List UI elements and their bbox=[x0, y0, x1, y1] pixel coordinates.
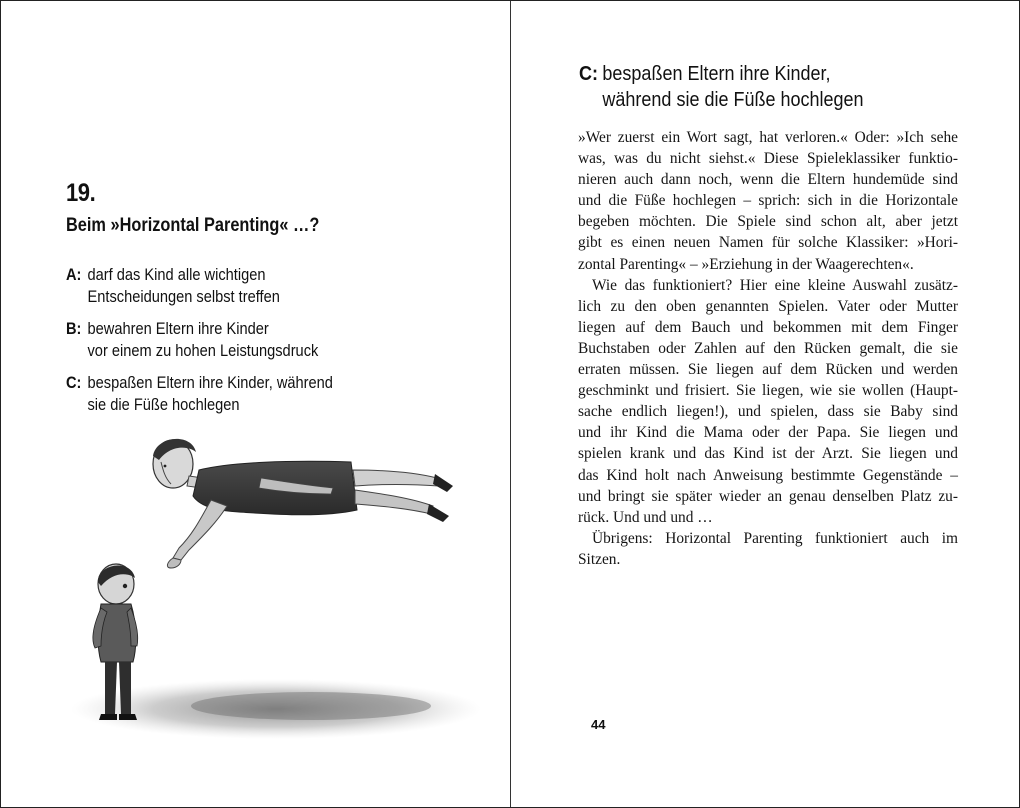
body-line: was, was du nicht siehst.« Diese Spieleklassiker funktio- bbox=[578, 150, 958, 168]
body-line: und die Füße hochlegen – sprich: sich in die Horizontale bbox=[578, 192, 958, 210]
answer-text-line: darf das Kind alle wichtigen bbox=[87, 265, 266, 284]
body-line: Sitzen. bbox=[578, 550, 621, 568]
right-page bbox=[511, 1, 1019, 807]
body-line: »Wer zuerst ein Wort sagt, hat verloren.« Oder: »Ich sehe bbox=[578, 129, 958, 146]
answer-letter: A: bbox=[66, 265, 82, 284]
floating-mother-and-child-illustration bbox=[61, 426, 481, 746]
answer-text-line: bespaßen Eltern ihre Kinder, während bbox=[87, 373, 333, 392]
body-line: geschminkt und frisiert. Sie liegen, wie sie wollen (Haupt- bbox=[578, 382, 958, 400]
answer-heading bbox=[579, 61, 864, 113]
answer-options bbox=[66, 264, 376, 426]
body-line: und ihr Kind die Mama oder der Papa. Sie liegen und bbox=[578, 424, 958, 442]
body-line: Wie das funktioniert? Hier eine kleine Auswahl zusätz- bbox=[592, 276, 958, 294]
body-line: erraten müssen. Sie liegen auf dem Rücken und werden bbox=[578, 361, 958, 379]
answer-letter: C: bbox=[66, 373, 82, 392]
answer-heading-line: während sie die Füße hochlegen bbox=[602, 89, 864, 111]
body-line: lich zu den oben genannten Spielen. Vater oder Mutter bbox=[578, 297, 958, 315]
body-line: liegen auf dem Bauch und bekommen mit dem Finger bbox=[578, 318, 958, 336]
answer-letter: B: bbox=[66, 319, 82, 338]
answer-option-a bbox=[66, 264, 333, 308]
left-page bbox=[1, 1, 510, 807]
ground-shadow-core bbox=[191, 692, 431, 720]
answer-text-line: sie die Füße hochlegen bbox=[87, 395, 240, 414]
answer-text-line: bewahren Eltern ihre Kinder bbox=[87, 319, 269, 338]
answer-heading-letter: C: bbox=[579, 63, 598, 85]
question-number: 19. bbox=[66, 179, 96, 207]
answer-text-line: vor einem zu hohen Leistungsdruck bbox=[87, 341, 319, 360]
question-title: Beim »Horizontal Parenting« …? bbox=[66, 215, 320, 236]
body-line: sache endlich liegen!), und spielen, dass sie Baby sind bbox=[578, 403, 958, 421]
answer-option-b bbox=[66, 318, 333, 362]
body-line: Buchstaben oder Zahlen auf den Rücken gemalt, die sie bbox=[578, 339, 958, 357]
answer-text-line: Entscheidungen selbst treffen bbox=[87, 287, 280, 306]
body-line: gibt es einen neuen Namen für solche Klassiker: »Hori- bbox=[578, 234, 958, 252]
page-number: 44 bbox=[591, 717, 606, 732]
body-line: spielen krank und das Kind ist der Arzt. Sie liegen und bbox=[578, 445, 958, 463]
answer-option-c bbox=[66, 372, 333, 416]
body-line: begeben möchten. Die Spiele sind schon alt, aber jetzt bbox=[578, 213, 958, 231]
body-text bbox=[578, 127, 958, 570]
body-line: zontal Parenting« – »Erziehung in der Waagerechten«. bbox=[578, 255, 914, 273]
body-line: das Kind holt nach Anweisung bestimmte Gegenstände – bbox=[578, 466, 958, 484]
body-line: Übrigens: Horizontal Parenting funktioniert auch im bbox=[592, 529, 958, 547]
mother-figure bbox=[153, 439, 453, 568]
body-line: nieren auch dann noch, wenn die Eltern hundemüde sind bbox=[578, 171, 958, 189]
body-line: und bringt sie später wieder an genau denselben Platz zu- bbox=[578, 487, 958, 505]
body-line: rück. Und und und … bbox=[578, 508, 713, 526]
answer-heading-line: bespaßen Eltern ihre Kinder, bbox=[602, 63, 831, 85]
